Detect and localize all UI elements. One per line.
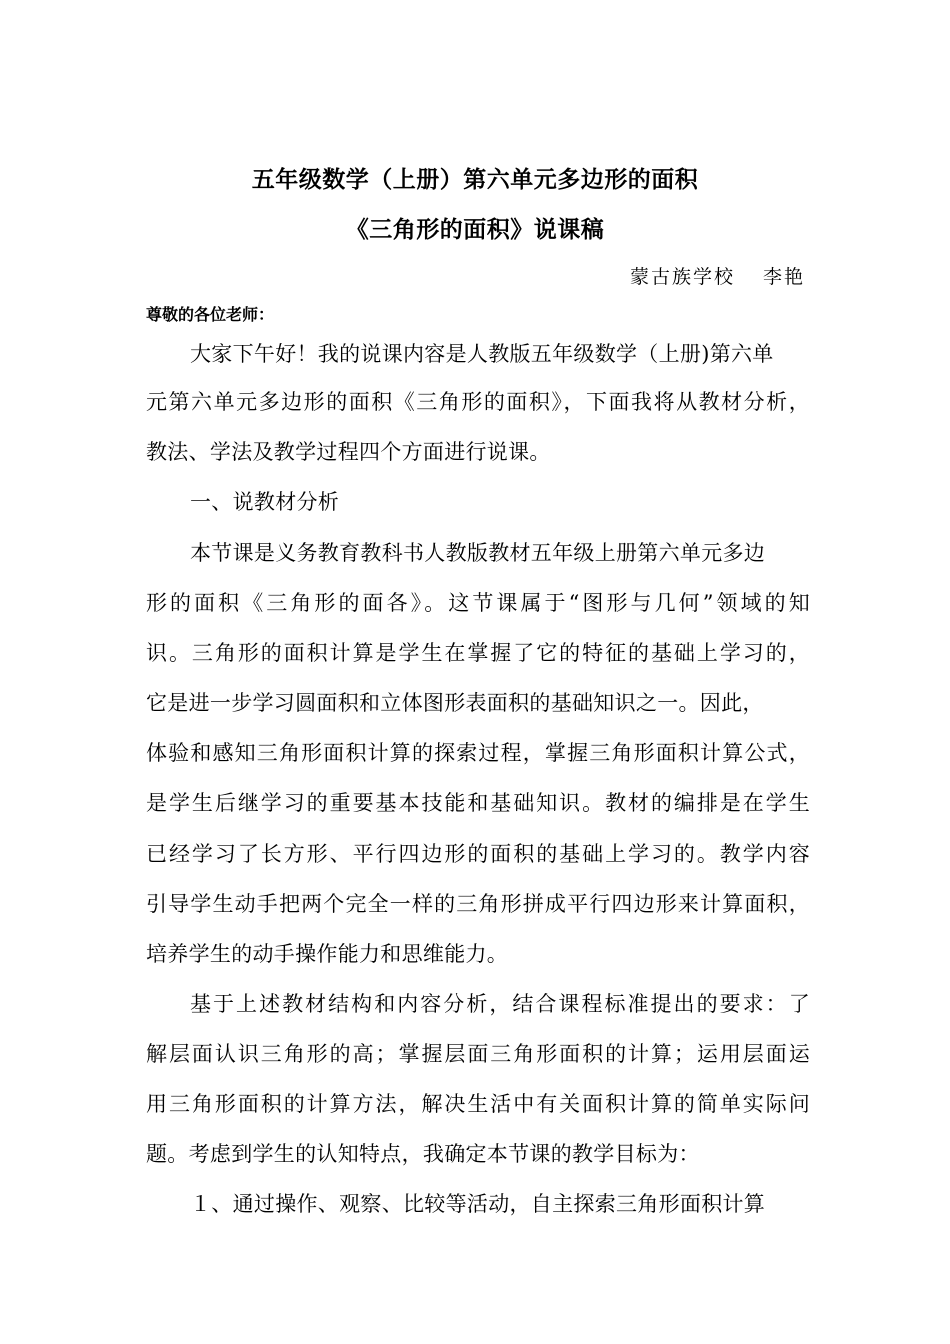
author-line (630, 262, 805, 289)
text-line: 题。考虑到学生的认知特点，我确定本节课的教学目标为： (146, 1142, 700, 1166)
document-subtitle: 《三角形的面积》说课稿 (345, 217, 605, 243)
text-line: 形的面积《三角形的面各》。这节课属于“图形与几何”领域的知 (146, 591, 810, 615)
text-line: 引导学生动手把两个完全一样的三角形拼成平行四边形来计算面积， (146, 892, 810, 916)
text-line: 已经学习了长方形、平行四边形的面积的基础上学习的。教学内容 (146, 842, 810, 866)
text-line: 培养学生的动手操作能力和思维能力。 (146, 942, 509, 966)
text-line: 大家下午好！我的说课内容是人教版五年级数学（上册)第六单 (190, 342, 774, 366)
text-line: 基于上述教材结构和内容分析，结合课程标准提出的要求：了 (190, 992, 810, 1016)
text-line: 用三角形面积的计算方法，解决生活中有关面积计算的简单实际问 (146, 1092, 810, 1116)
text-line: 解层面认识三角形的高；掌握层面三角形面积的计算；运用层面运 (146, 1042, 810, 1066)
text-line: 它是进一步学习圆面积和立体图形表面积的基础知识之一。因此， (146, 691, 764, 715)
text-line: 识。三角形的面积计算是学生在掌握了它的特征的基础上学习的， (146, 641, 810, 665)
text-line: 本节课是义务教育教科书人教版教材五年级上册第六单元多边 (190, 541, 766, 565)
author-school: 蒙古族学校 (629, 266, 735, 288)
text-line: 元第六单元多边形的面积《三角形的面积》，下面我将从教材分析， (146, 390, 810, 414)
document-title: 五年级数学（上册）第六单元多边形的面积 (251, 167, 699, 193)
text-line: 体验和感知三角形面积计算的探索过程，掌握三角形面积计算公式， (146, 741, 810, 765)
author-name: 李艳 (762, 266, 805, 288)
text-line: 教法、学法及教学过程四个方面进行说课。 (146, 440, 551, 464)
list-item: １、通过操作、观察、比较等活动，自主探索三角形面积计算 (190, 1192, 766, 1216)
section-heading: 一、说教材分析 (190, 490, 340, 514)
text-line: 是学生后继学习的重要基本技能和基础知识。教材的编排是在学生 (146, 791, 810, 815)
salutation: 尊敬的各位老师： (146, 305, 275, 324)
